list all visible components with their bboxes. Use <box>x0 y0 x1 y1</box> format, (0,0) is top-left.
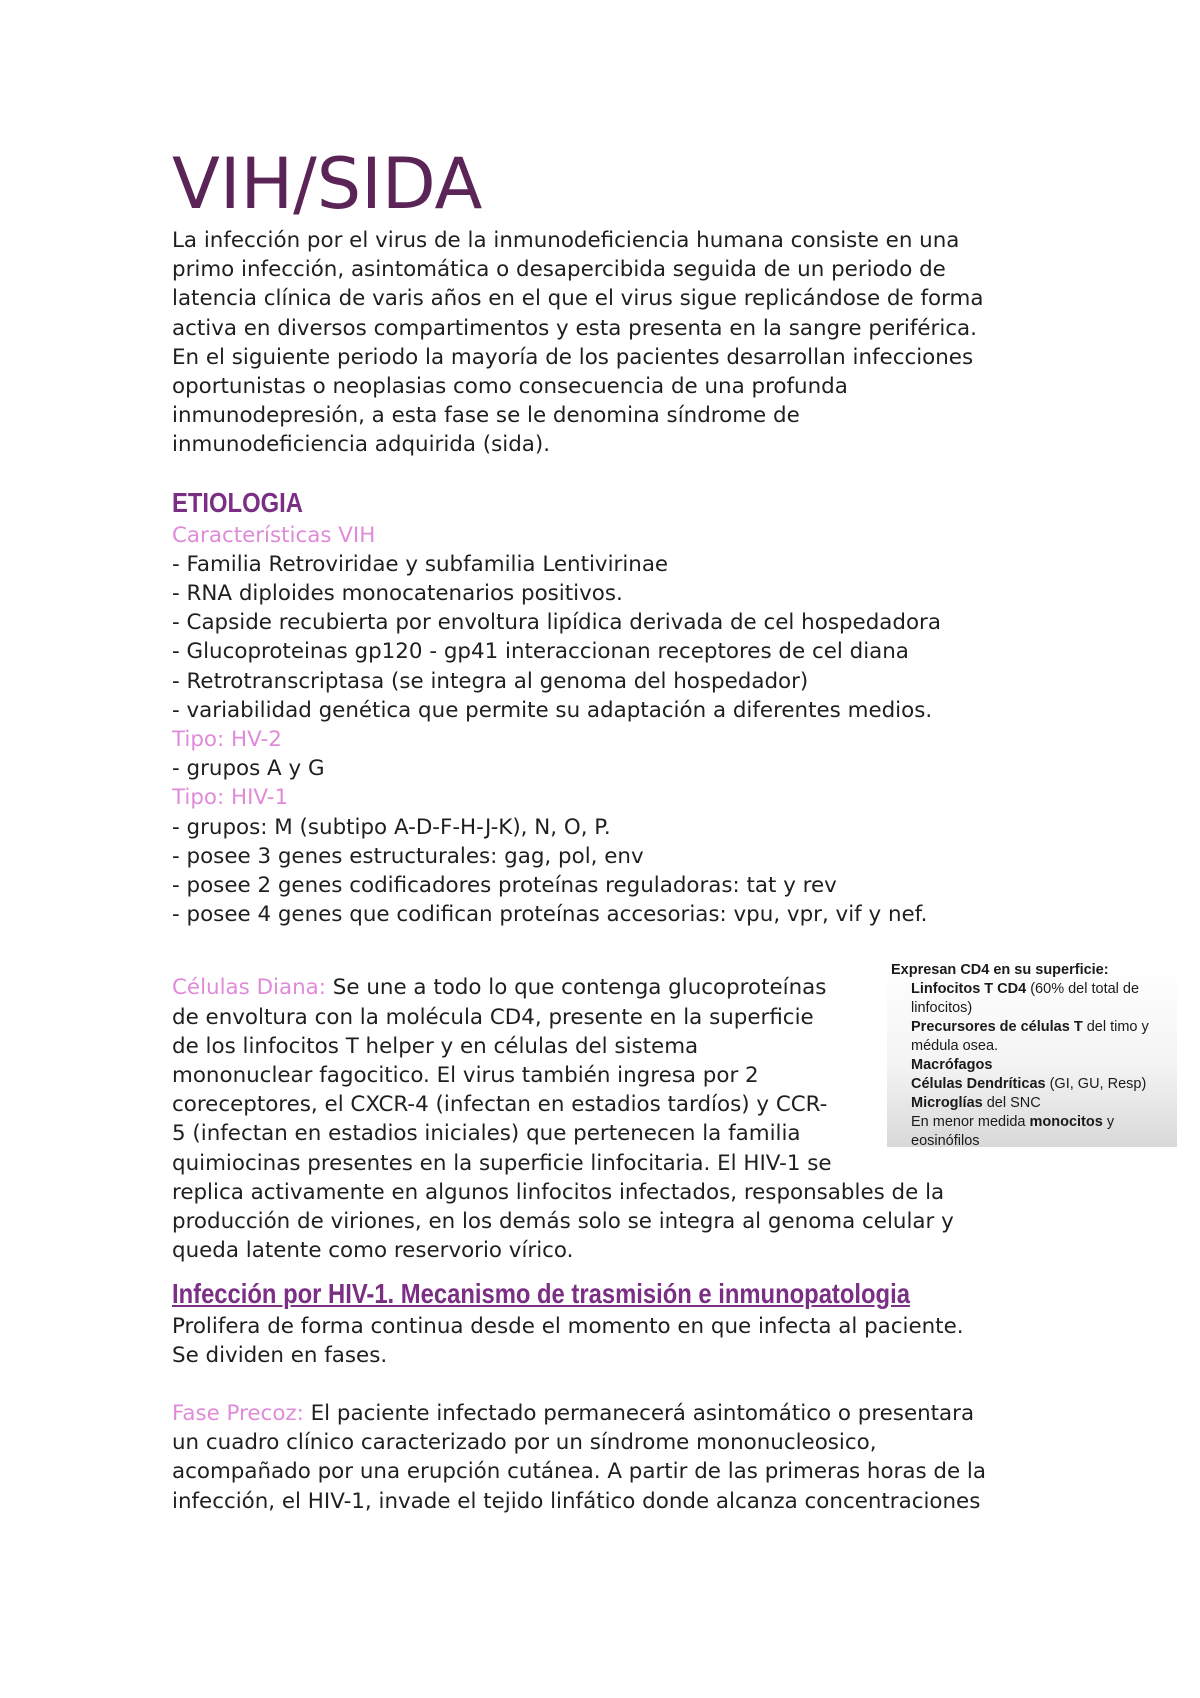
fase-precoz-label: Fase Precoz: <box>172 1400 304 1426</box>
infobox-item: Células Dendríticas (GI, GU, Resp) <box>911 1076 1147 1093</box>
infobox-item: Microglías del SNC <box>911 1095 1041 1112</box>
celulas-diana-line: quimiocinas presentes en la superficie linfocitaria. El HIV-1 se <box>172 1150 832 1176</box>
celulas-diana-label: Células Diana: <box>172 975 326 1001</box>
celulas-diana-line: de envoltura con la molécula CD4, presente en la superficie <box>172 1004 814 1030</box>
intro-line: inmunodeficiencia adquirida (sida). <box>172 432 551 458</box>
list-item: - RNA diploides monocatenarios positivos. <box>172 581 623 607</box>
celulas-diana-line: de los linfocitos T helper y en células del sistema <box>172 1033 699 1059</box>
intro-line: oportunistas o neoplasias como consecuencia de una profunda <box>172 374 848 400</box>
tipo-hiv1-label: Tipo: HIV-1 <box>172 785 289 811</box>
fase-precoz-line: acompañado por una erupción cutánea. A partir de las primeras horas de la <box>172 1459 986 1485</box>
infobox-item: Precursores de células T del timo y <box>911 1019 1149 1036</box>
tipo-hiv1-list <box>172 813 1032 930</box>
tipo-hv2-label: Tipo: HV-2 <box>172 727 282 753</box>
infobox-item: En menor medida monocitos y <box>911 1114 1115 1131</box>
intro-line: primo infección, asintomática o desapercibida seguida de un periodo de <box>172 257 946 283</box>
infeccion-line: Se dividen en fases. <box>172 1342 388 1368</box>
fase-precoz-paragraph <box>172 1399 1032 1516</box>
etiologia-heading: ETIOLOGIA <box>172 486 303 518</box>
fase-precoz-line: infección, el HIV-1, invade el tejido linfático donde alcanza concentraciones <box>172 1488 981 1514</box>
infobox-title: Expresan CD4 en su superficie: <box>891 962 1109 979</box>
celulas-diana-line: queda latente como reservorio vírico. <box>172 1238 574 1264</box>
intro-line: La infección por el virus de la inmunodeficiencia humana consiste en una <box>172 228 960 253</box>
infobox-item: Macrófagos <box>911 1057 993 1074</box>
list-item: - Familia Retroviridae y subfamilia Lentivirinae <box>172 551 669 577</box>
intro-line: latencia clínica de varis años en el que el virus sigue replicándose de forma <box>172 286 984 312</box>
celulas-diana-line: 5 (infectan en estadios iniciales) que pertenecen la familia <box>172 1121 801 1147</box>
intro-line: inmunodepresión, a esta fase se le denomina síndrome de <box>172 403 800 429</box>
infeccion-line: Prolifera de forma continua desde el momento en que infecta al paciente. <box>172 1313 964 1339</box>
list-item: - grupos: M (subtipo A-D-F-H-J-K), N, O, P. <box>172 814 611 840</box>
intro-line: En el siguiente periodo la mayoría de los pacientes desarrollan infecciones <box>172 344 974 370</box>
infeccion-heading: Infección por HIV-1. Mecanismo de trasmisión e inmunopatologia <box>172 1277 910 1309</box>
list-item: - Retrotranscriptasa (se integra al genoma del hospedador) <box>172 668 809 694</box>
infobox-item-cont: linfocitos) <box>911 1000 973 1017</box>
list-item: - variabilidad genética que permite su adaptación a diferentes medios. <box>172 697 933 723</box>
page-title: VIH/SIDA <box>172 143 483 225</box>
caracteristicas-label: Características VIH <box>172 522 376 548</box>
fase-precoz-text: El paciente infectado permanecerá asintomático o presentara <box>303 1400 975 1426</box>
list-item: - Capside recubierta por envoltura lipídica derivada de cel hospedadora <box>172 610 941 636</box>
fase-precoz-line: un cuadro clínico caracterizado por un síndrome mononucleosico, <box>172 1430 877 1456</box>
document-page <box>172 140 1149 1516</box>
celulas-diana-section <box>172 962 1149 1265</box>
caracteristicas-list <box>172 550 1032 725</box>
infobox-item-cont: eosinófilos <box>911 1133 980 1148</box>
celulas-diana-line: producción de viriones, en los demás solo se integra al genoma celular y <box>172 1209 954 1235</box>
infobox-item-cont: médula osea. <box>911 1038 999 1055</box>
celulas-diana-line: replica activamente en algunos linfocitos infectados, responsables de la <box>172 1179 945 1205</box>
list-item: - grupos A y G <box>172 756 325 782</box>
celulas-diana-line: mononuclear fagocitico. El virus también ingresa por 2 <box>172 1063 759 1089</box>
intro-paragraph <box>172 226 1032 460</box>
tipo-hv2-list <box>172 754 1032 783</box>
fase-precoz-first-line <box>172 1399 1032 1428</box>
list-item: - posee 2 genes codificadores proteínas reguladoras: tat y rev <box>172 873 837 899</box>
intro-line: activa en diversos compartimentos y esta presenta en la sangre periférica. <box>172 315 977 341</box>
infobox-item: Linfocitos T CD4 (60% del total de <box>911 981 1140 998</box>
celulas-diana-text: Se une a todo lo que contenga glucoproteínas <box>326 975 827 1001</box>
cd4-infobox-image <box>887 961 1177 1147</box>
list-item: - posee 4 genes que codifican proteínas accesorias: vpu, vpr, vif y nef. <box>172 902 928 928</box>
list-item: - posee 3 genes estructurales: gag, pol, env <box>172 843 644 869</box>
list-item: - Glucoproteinas gp120 - gp41 interaccionan receptores de cel diana <box>172 639 909 665</box>
celulas-diana-line: coreceptores, el CXCR-4 (infectan en estadios tardíos) y CCR- <box>172 1092 828 1118</box>
